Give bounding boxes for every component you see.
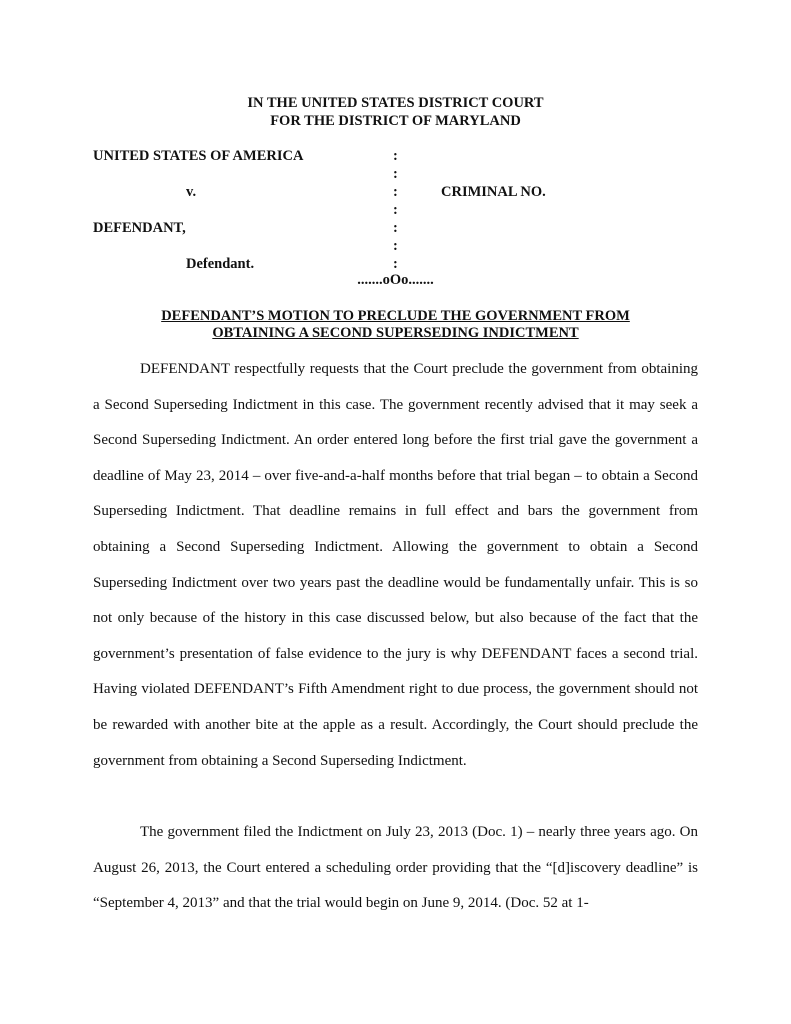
defendant-role: Defendant.	[186, 256, 255, 272]
paragraph-text: DEFENDANT respectfully requests that the Court preclude the government from obtaining a Second Superseding Indictment in this case. The government recently advised that it may seek a Second Superseding Indictment. An order entered long before the first trial gave the government a deadline of May 23, 2014 – over five-and-a-half months before that trial began – to obtain a Second Superseding Indictment. That deadline remains in full effect and bars the government from obtaining a Second Superseding Indictment. Allowing the government to obtain a Second Superseding Indictment over two years past the deadline would be fundamentally unfair. This is so not only because of the history in this case discussed below, but also because of the fact that the government’s presentation of false evidence to the jury is why DEFENDANT faces a second trial. Having violated DEFENDANT’s Fifth Amendment right to due process, the government should not be rewarded with another bite at the apple as a result. Accordingly, the Court should preclude the government from obtaining a Second Superseding Indictment.	[93, 361, 698, 769]
defendant-name: DEFENDANT,	[93, 220, 186, 236]
caption-colon: :	[393, 166, 398, 182]
body-paragraph	[93, 352, 698, 779]
caption-colon: :	[393, 148, 398, 164]
court-name: IN THE UNITED STATES DISTRICT COURT	[247, 95, 544, 111]
plaintiff-name: UNITED STATES OF AMERICA	[93, 148, 304, 164]
court-district: FOR THE DISTRICT OF MARYLAND	[270, 113, 521, 129]
body-paragraph	[93, 815, 698, 922]
caption-divider: .......oOo.......	[357, 272, 434, 288]
versus-label: v.	[186, 184, 197, 200]
motion-title: DEFENDANT’S MOTION TO PRECLUDE THE GOVERNMENT FROM OBTAINING A SECOND SUPERSEDING INDICTMENT	[161, 308, 630, 341]
caption-colon: :	[393, 184, 398, 200]
criminal-no-label: CRIMINAL NO.	[441, 184, 546, 200]
court-header	[0, 94, 791, 130]
caption-colon: :	[393, 220, 398, 236]
caption-colon: :	[393, 238, 398, 254]
caption-colon: :	[393, 202, 398, 218]
caption-colon: :	[393, 256, 398, 272]
paragraph-text: The government filed the Indictment on July 23, 2013 (Doc. 1) – nearly three years ago. On August 26, 2013, the Court entered a scheduling order providing that the “[d]iscovery deadline” is “September 4, 2013” and that the trial would begin on June 9, 2014. (Doc. 52 at 1-	[93, 824, 698, 912]
